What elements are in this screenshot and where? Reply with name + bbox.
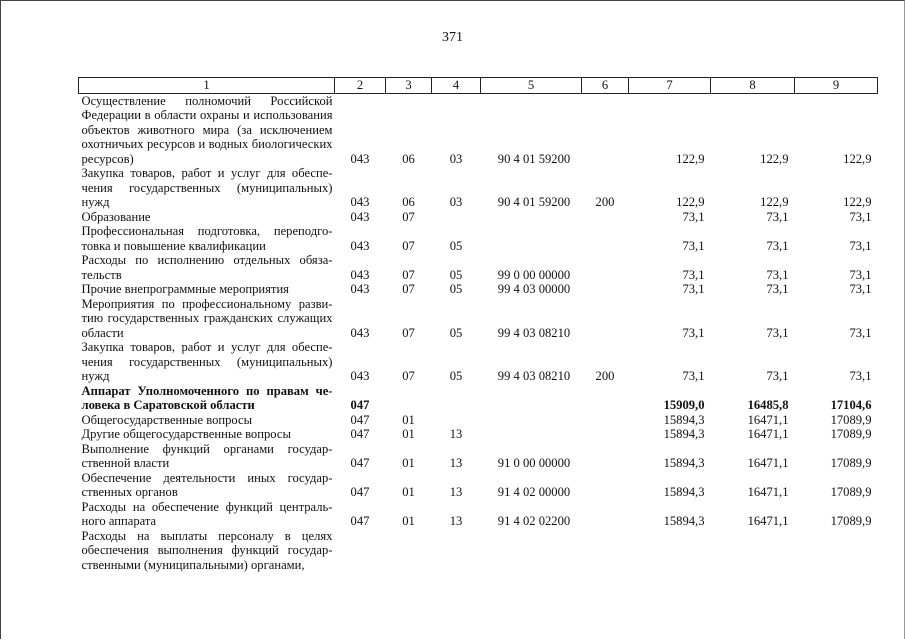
cell-section: 07 bbox=[402, 238, 415, 253]
table-row bbox=[79, 529, 878, 573]
row-name: Расходы на обеспечение функций центрального аппарата bbox=[81, 499, 333, 528]
cell-admin-code: 047 bbox=[350, 398, 370, 412]
cell-section: 06 bbox=[402, 151, 415, 166]
cell-value-col8: 122,9 bbox=[760, 195, 789, 209]
column-header: 7 bbox=[629, 78, 711, 94]
column-header: 9 bbox=[795, 78, 878, 94]
cell-target-article bbox=[481, 384, 582, 413]
cell-section: 07 bbox=[402, 369, 415, 383]
cell-admin-code: 043 bbox=[350, 209, 370, 224]
table-row bbox=[79, 500, 878, 529]
row-name: Закупка товаров, работ и услуг для обеспечения государственных (муниципальных) нужд bbox=[81, 340, 333, 383]
column-header: 8 bbox=[711, 78, 795, 94]
cell-target-article: 99 4 03 08210 bbox=[497, 369, 571, 383]
cell-target-article bbox=[481, 413, 582, 428]
cell-target-article: 91 4 02 02200 bbox=[497, 514, 571, 528]
cell-value-col7: 73,1 bbox=[682, 369, 705, 383]
column-header: 2 bbox=[335, 78, 386, 94]
cell-subsection: 03 bbox=[449, 195, 463, 209]
cell-value-col8: 16485,8 bbox=[747, 398, 789, 412]
cell-value-col8: 73,1 bbox=[766, 209, 789, 224]
cell-target-article bbox=[481, 224, 582, 253]
cell-value-col8: 16471,1 bbox=[747, 514, 789, 528]
table-row bbox=[79, 166, 878, 210]
row-name: Образование bbox=[81, 209, 151, 224]
row-name: Выполнение функций органами государственной власти bbox=[81, 441, 333, 470]
cell-expense-type bbox=[582, 442, 629, 471]
cell-admin-code: 047 bbox=[350, 514, 370, 528]
cell-section: 01 bbox=[402, 456, 415, 470]
cell-admin-code: 047 bbox=[350, 456, 370, 470]
cell-value-col8: 16471,1 bbox=[747, 456, 789, 470]
table-row bbox=[79, 471, 878, 500]
cell-subsection bbox=[432, 413, 481, 428]
column-header: 4 bbox=[432, 78, 481, 94]
row-name: Другие общегосударственные вопросы bbox=[81, 427, 291, 441]
cell-section: 01 bbox=[402, 412, 415, 427]
cell-admin-code: 047 bbox=[350, 427, 370, 441]
row-name: Прочие внепрограммные мероприятия bbox=[81, 282, 289, 296]
cell-section: 06 bbox=[402, 195, 415, 209]
cell-target-article: 99 0 00 00000 bbox=[497, 267, 571, 282]
cell-section bbox=[386, 529, 432, 573]
cell-expense-type: 200 bbox=[595, 195, 615, 209]
cell-value-col8 bbox=[711, 529, 795, 573]
cell-value-col7: 15894,3 bbox=[663, 412, 705, 427]
cell-subsection: 13 bbox=[449, 514, 463, 528]
cell-admin-code: 043 bbox=[350, 369, 370, 383]
cell-admin-code: 047 bbox=[350, 412, 370, 427]
cell-value-col9 bbox=[795, 529, 878, 573]
page-number: 371 bbox=[442, 30, 463, 45]
cell-value-col7: 73,1 bbox=[682, 325, 705, 340]
row-name: Осуществление полномочий Российской Федерации в области охраны и использования объектов животного мира (за исключением охотничьих ресурсов и водных биологических ресурсов) bbox=[81, 93, 333, 166]
cell-target-article bbox=[481, 427, 582, 442]
row-name: Расходы по исполнению отдельных обязательств bbox=[81, 253, 333, 282]
cell-target-article: 91 4 02 00000 bbox=[497, 485, 571, 499]
cell-value-col9: 73,1 bbox=[849, 369, 872, 383]
cell-value-col9: 17104,6 bbox=[830, 398, 872, 412]
cell-subsection: 13 bbox=[449, 485, 463, 499]
cell-section bbox=[386, 384, 432, 413]
cell-expense-type bbox=[582, 413, 629, 428]
table-row bbox=[79, 282, 878, 297]
cell-admin-code: 047 bbox=[350, 485, 370, 499]
cell-subsection: 05 bbox=[449, 267, 463, 282]
cell-section: 07 bbox=[402, 267, 415, 282]
cell-target-article: 90 4 01 59200 bbox=[497, 195, 571, 209]
cell-expense-type bbox=[582, 93, 629, 166]
cell-value-col9: 17089,9 bbox=[830, 514, 872, 528]
cell-value-col9: 73,1 bbox=[849, 267, 872, 282]
cell-value-col9: 73,1 bbox=[849, 238, 872, 253]
cell-value-col8: 122,9 bbox=[760, 151, 789, 166]
cell-value-col9: 73,1 bbox=[849, 282, 872, 296]
cell-subsection bbox=[432, 529, 481, 573]
cell-value-col9: 73,1 bbox=[849, 325, 872, 340]
header-row bbox=[79, 78, 878, 94]
cell-expense-type bbox=[582, 384, 629, 413]
cell-admin-code: 043 bbox=[350, 195, 370, 209]
table-row bbox=[79, 413, 878, 428]
table-row bbox=[79, 384, 878, 413]
cell-target-article: 91 0 00 00000 bbox=[497, 456, 571, 470]
cell-expense-type bbox=[582, 471, 629, 500]
table-row bbox=[79, 224, 878, 253]
cell-expense-type bbox=[582, 253, 629, 282]
cell-value-col7: 73,1 bbox=[682, 267, 705, 282]
row-name: Закупка товаров, работ и услуг для обеспечения государственных (муниципальных) нужд bbox=[81, 166, 333, 209]
cell-value-col8: 16471,1 bbox=[747, 427, 789, 441]
column-header: 3 bbox=[386, 78, 432, 94]
table-row bbox=[79, 210, 878, 225]
cell-subsection: 13 bbox=[449, 427, 463, 441]
table-row bbox=[79, 442, 878, 471]
cell-section: 01 bbox=[402, 427, 415, 441]
cell-value-col9: 17089,9 bbox=[830, 427, 872, 441]
cell-value-col7: 122,9 bbox=[676, 195, 705, 209]
row-name: Мероприятия по профессиональному развитию государственных гражданских служащих области bbox=[81, 296, 333, 340]
cell-admin-code: 043 bbox=[350, 325, 370, 340]
cell-value-col8: 73,1 bbox=[766, 325, 789, 340]
cell-value-col9: 17089,9 bbox=[830, 412, 872, 427]
cell-value-col7: 73,1 bbox=[682, 282, 705, 296]
cell-section: 07 bbox=[402, 282, 415, 296]
cell-value-col7: 15894,3 bbox=[663, 456, 705, 470]
cell-subsection bbox=[432, 384, 481, 413]
cell-value-col7: 15894,3 bbox=[663, 514, 705, 528]
cell-admin-code bbox=[335, 529, 386, 573]
cell-subsection bbox=[432, 210, 481, 225]
cell-target-article: 99 4 03 08210 bbox=[497, 325, 571, 340]
row-name: Общегосударственные вопросы bbox=[81, 412, 253, 427]
cell-section: 01 bbox=[402, 485, 415, 499]
cell-section: 07 bbox=[402, 209, 415, 224]
cell-expense-type: 200 bbox=[595, 369, 615, 383]
cell-section: 07 bbox=[402, 325, 415, 340]
cell-value-col7 bbox=[629, 529, 711, 573]
cell-expense-type bbox=[582, 224, 629, 253]
cell-value-col8: 73,1 bbox=[766, 282, 789, 296]
table-row bbox=[79, 340, 878, 384]
cell-admin-code: 043 bbox=[350, 238, 370, 253]
budget-table bbox=[78, 77, 878, 572]
cell-target-article bbox=[481, 529, 582, 573]
cell-expense-type bbox=[582, 427, 629, 442]
cell-value-col9: 122,9 bbox=[843, 195, 872, 209]
cell-expense-type bbox=[582, 529, 629, 573]
row-name: Обеспечение деятельности иных государственных органов bbox=[81, 470, 333, 499]
cell-value-col7: 122,9 bbox=[676, 151, 705, 166]
cell-value-col7: 15909,0 bbox=[663, 398, 705, 412]
cell-value-col9: 122,9 bbox=[843, 151, 872, 166]
cell-subsection: 05 bbox=[449, 369, 463, 383]
table-row bbox=[79, 93, 878, 166]
cell-value-col9: 17089,9 bbox=[830, 456, 872, 470]
cell-target-article: 90 4 01 59200 bbox=[497, 151, 571, 166]
cell-value-col9: 17089,9 bbox=[830, 485, 872, 499]
row-name: Профессиональная подготовка, переподготовка и повышение квалификации bbox=[81, 224, 333, 253]
cell-value-col9: 73,1 bbox=[849, 209, 872, 224]
cell-expense-type bbox=[582, 210, 629, 225]
cell-value-col7: 73,1 bbox=[682, 238, 705, 253]
cell-value-col8: 16471,1 bbox=[747, 485, 789, 499]
cell-expense-type bbox=[582, 282, 629, 297]
cell-subsection: 05 bbox=[449, 282, 463, 296]
table-row bbox=[79, 253, 878, 282]
cell-admin-code: 043 bbox=[350, 151, 370, 166]
cell-value-col7: 15894,3 bbox=[663, 485, 705, 499]
cell-value-col8: 73,1 bbox=[766, 267, 789, 282]
cell-target-article bbox=[481, 210, 582, 225]
cell-expense-type bbox=[582, 500, 629, 529]
table-row bbox=[79, 427, 878, 442]
cell-subsection: 05 bbox=[449, 238, 463, 253]
cell-section: 01 bbox=[402, 514, 415, 528]
cell-admin-code: 043 bbox=[350, 267, 370, 282]
column-header: 1 bbox=[79, 78, 335, 94]
cell-value-col8: 73,1 bbox=[766, 238, 789, 253]
cell-value-col8: 73,1 bbox=[766, 369, 789, 383]
cell-value-col8: 16471,1 bbox=[747, 412, 789, 427]
cell-expense-type bbox=[582, 297, 629, 341]
cell-subsection: 05 bbox=[449, 325, 463, 340]
cell-subsection: 03 bbox=[449, 151, 463, 166]
row-name: Расходы на выплаты персоналу в целях обеспечения выполнения функций государственными (муниципальными) органами, bbox=[81, 528, 333, 572]
cell-subsection: 13 bbox=[449, 456, 463, 470]
table-row bbox=[79, 297, 878, 341]
column-header: 6 bbox=[582, 78, 629, 94]
cell-target-article: 99 4 03 00000 bbox=[497, 282, 571, 296]
row-name: Аппарат Уполномоченного по правам человека в Саратовской области bbox=[81, 383, 333, 412]
cell-admin-code: 043 bbox=[350, 282, 370, 296]
cell-value-col7: 73,1 bbox=[682, 209, 705, 224]
cell-value-col7: 15894,3 bbox=[663, 427, 705, 441]
column-header: 5 bbox=[481, 78, 582, 94]
